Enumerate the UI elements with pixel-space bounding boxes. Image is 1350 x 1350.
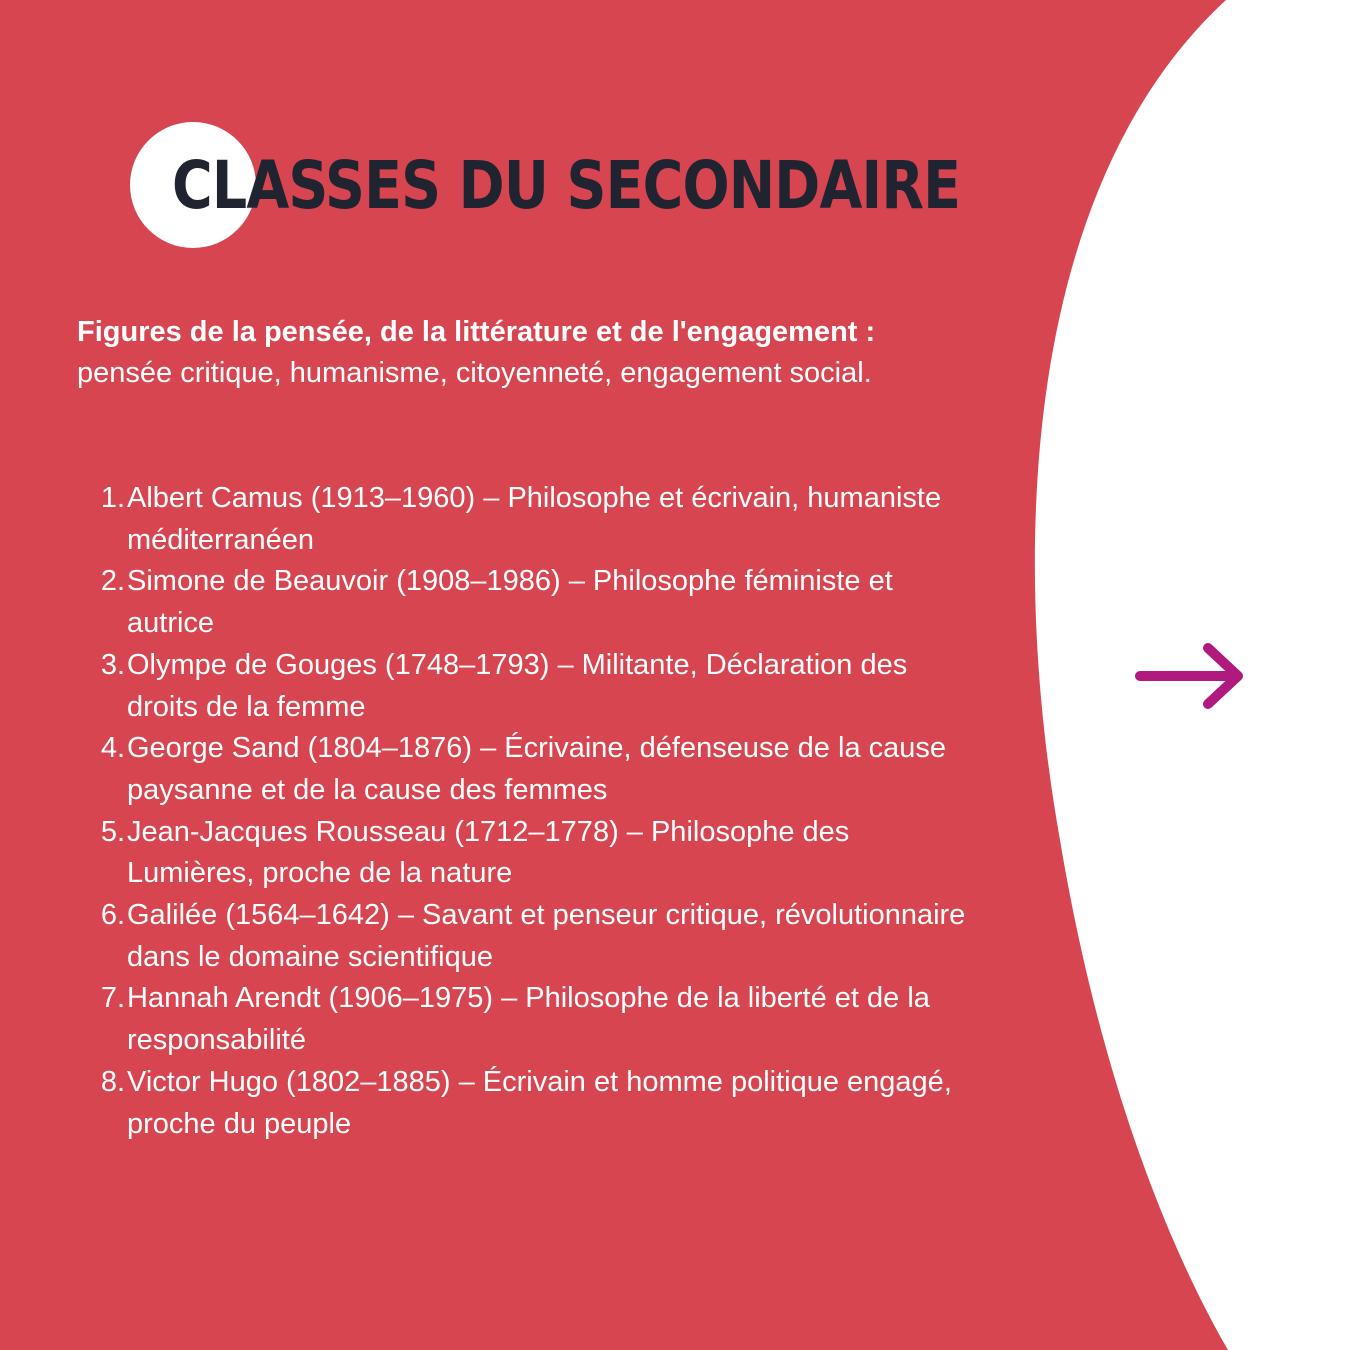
list-item-number: 7. [100,982,125,1015]
list-item [77,895,977,978]
list-item-text: Galilée (1564–1642) – Savant et penseur critique, révolutionnaire dans le domaine scientifique [127,899,966,973]
arrow-right-icon[interactable] [1132,640,1248,712]
list-item-number: 2. [100,565,125,598]
list-item-text: Victor Hugo (1802–1885) – Écrivain et homme politique engagé, proche du peuple [127,1065,952,1140]
list-item [77,561,977,644]
list-item-number: 8. [100,1065,125,1098]
intro-text: pensée critique, humanisme, citoyenneté, engagement social. [77,357,872,389]
list-item-number: 4. [100,732,125,765]
page-title: CLASSES DU SECONDAIRE [172,147,961,224]
list-item-number: 1. [100,482,125,514]
list-item [77,478,977,561]
intro-heading: Figures de la pensée, de la littérature et de l'engagement : [77,316,876,348]
list-item-text: Olympe de Gouges (1748–1793) – Militante, Déclaration des droits de la femme [127,648,908,723]
list-item [77,812,977,895]
list-item-text: Albert Camus (1913–1960) – Philosophe et écrivain, humaniste méditerranéen [127,482,942,556]
list-item-number: 6. [100,899,125,932]
list-item [77,1062,977,1145]
list-item-number: 3. [100,648,125,681]
list-item-text: Simone de Beauvoir (1908–1986) – Philosophe féministe et autrice [127,565,893,640]
intro-paragraph [77,312,977,394]
list-item [77,645,977,728]
list-item-text: George Sand (1804–1876) – Écrivaine, défenseuse de la cause paysanne et de la cause des femmes [127,732,947,806]
list-item [77,978,977,1061]
list-item [77,728,977,811]
title-block [130,122,961,252]
list-item-text: Hannah Arendt (1906–1975) – Philosophe de la liberté et de la responsabilité [127,982,930,1057]
list-item-number: 5. [100,815,125,848]
figures-list [77,478,977,1145]
list-item-text: Jean-Jacques Rousseau (1712–1778) – Philosophe des Lumières, proche de la nature [127,815,850,890]
